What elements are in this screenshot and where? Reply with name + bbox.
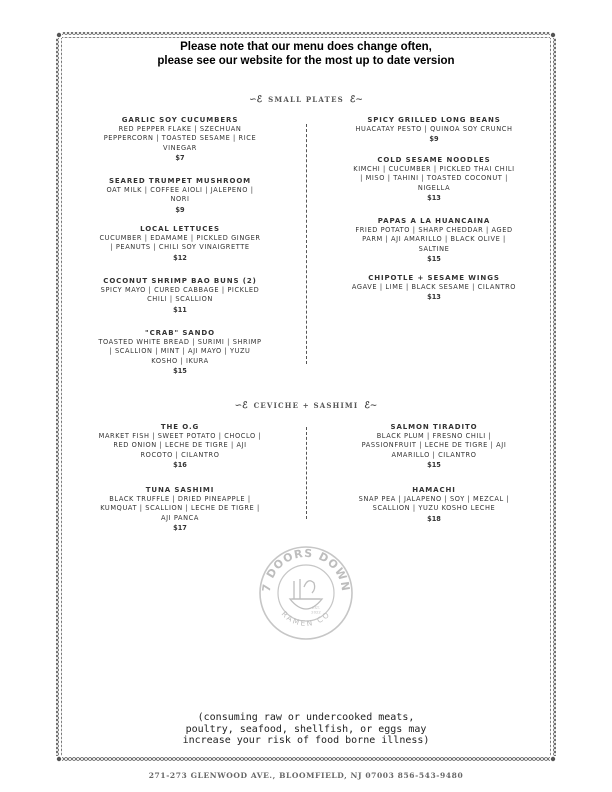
- logo-year-text: 2022: [311, 609, 321, 615]
- disclaimer-line-1: (consuming raw or undercooked meats,: [197, 712, 415, 723]
- menu-item-description: | PEANUTS | CHILI SOY VINAIGRETTE: [110, 243, 250, 252]
- menu-item-price: $13: [427, 194, 441, 203]
- menu-item-description: KOSHO | IKURA: [151, 356, 209, 365]
- restaurant-logo: [256, 543, 356, 643]
- menu-item-price: $15: [173, 367, 187, 376]
- menu-item-description: FRIED POTATO | SHARP CHEDDAR | AGED: [355, 226, 513, 234]
- menu-item: [329, 422, 539, 470]
- menu-item: [75, 422, 285, 470]
- notice-line-1: Please note that our menu does change often,: [180, 41, 432, 53]
- menu-item-name: SPICY GRILLED LONG BEANS: [367, 116, 501, 124]
- menu-item-description: TOASTED WHITE BREAD | SURIMI | SHRIMP: [98, 338, 262, 346]
- ornament-right-icon: ℰ∼: [349, 95, 363, 105]
- menu-item-name: TUNA SASHIMI: [145, 486, 215, 494]
- menu-item-name: SEARED TRUMPET MUSHROOM: [108, 177, 252, 185]
- menu-item-price: $11: [173, 305, 187, 314]
- logo-est-text: EST.: [312, 605, 320, 610]
- menu-item-description: KUMQUAT | SCALLION | LECHE DE TIGRE |: [100, 504, 260, 513]
- menu-item-name: COLD SESAME NOODLES: [377, 156, 491, 164]
- menu-item: [75, 176, 285, 215]
- menu-item-description: OAT MILK | COFFEE AIOLI | JALEPENO |: [106, 186, 254, 194]
- menu-item-description: PARM | AJI AMARILLO | BLACK OLIVE |: [362, 235, 506, 244]
- logo-bottom-text: RAMEN CO: [279, 609, 333, 629]
- menu-item-price: $9: [429, 135, 439, 144]
- menu-item: [75, 328, 285, 376]
- food-safety-disclaimer: [0, 712, 612, 747]
- menu-item: [75, 115, 285, 163]
- menu-item-description: ROCOTO | CILANTRO: [140, 450, 220, 459]
- menu-item: [329, 485, 539, 524]
- menu-item-name: GARLIC SOY CUCUMBERS: [121, 116, 239, 124]
- menu-item: [329, 273, 539, 302]
- menu-item-price: $12: [173, 253, 187, 262]
- menu-item-description: CHILI | SCALLION: [147, 295, 213, 304]
- menu-item: [329, 216, 539, 264]
- svg-text:RAMEN CO: [280, 609, 333, 628]
- ornament-left-icon: ∽ℰ: [249, 95, 263, 105]
- menu-item-description: MARKET FISH | SWEET POTATO | CHOCLO |: [98, 432, 262, 440]
- menu-item-description: SALTINE: [418, 244, 450, 253]
- menu-item-description: SCALLION | YUZU KOSHO LECHE: [372, 504, 496, 513]
- ornament-right-icon: ℰ∼: [364, 401, 378, 411]
- menu-item-description: HUACATAY PESTO | QUINOA SOY CRUNCH: [355, 125, 513, 133]
- menu-item-description: VINEGAR: [163, 143, 197, 152]
- menu-item-name: SALMON TIRADITO: [390, 423, 478, 431]
- logo-top-text: 7 DOORS DOWN: [259, 546, 353, 593]
- menu-item-name: HAMACHI: [412, 486, 456, 494]
- menu-item-name: PAPAS A LA HUANCAINA: [377, 217, 491, 225]
- disclaimer-line-2: poultry, seafood, shellfish, or eggs may: [185, 723, 427, 735]
- menu-item: [329, 155, 539, 203]
- menu-item-description: AJI PANCA: [160, 513, 199, 522]
- menu-item-name: THE O.G: [160, 423, 200, 431]
- menu-item-price: $7: [175, 154, 185, 163]
- menu-item-description: RED ONION | LECHE DE TIGRE | AJI: [113, 441, 247, 450]
- menu-item-description: AGAVE | LIME | BLACK SESAME | CILANTRO: [351, 283, 517, 291]
- menu-item-description: NORI: [170, 195, 190, 204]
- menu-item-description: SNAP PEA | JALAPENO | SOY | MEZCAL |: [358, 495, 510, 503]
- menu-item-description: NIGELLA: [417, 183, 451, 192]
- menu-item-description: | MISO | TAHINI | TOASTED COCONUT |: [360, 174, 508, 183]
- menu-item: [329, 115, 539, 144]
- menu-item-name: LOCAL LETTUCES: [140, 225, 220, 233]
- menu-item-name: "CRAB" SANDO: [145, 329, 215, 337]
- menu-item: [75, 224, 285, 263]
- menu-item-description: SPICY MAYO | CURED CABBAGE | PICKLED: [100, 286, 260, 294]
- menu-item-description: PASSIONFRUIT | LECHE DE TIGRE | AJI: [361, 441, 507, 450]
- disclaimer-line-3: increase your risk of food borne illness): [182, 735, 430, 746]
- restaurant-address: 271-273 GLENWOOD AVE., BLOOMFIELD, NJ 07003 856-543-9480: [148, 771, 464, 780]
- menu-item-price: $16: [173, 461, 187, 470]
- notice-line-2: please see our website for the most up to date version: [157, 55, 455, 67]
- menu-item: [75, 276, 285, 315]
- menu-item-description: BLACK TRUFFLE | DRIED PINEAPPLE |: [109, 495, 251, 503]
- menu-item-price: $18: [427, 514, 441, 523]
- column-divider: [306, 124, 307, 364]
- menu-item-description: | SCALLION | MINT | AJI MAYO | YUZU: [109, 347, 251, 356]
- menu-item-name: CHIPOTLE + SESAME WINGS: [368, 274, 500, 282]
- svg-text:7 DOORS DOWN: [260, 547, 352, 593]
- menu-item-name: COCONUT SHRIMP BAO BUNS (2): [103, 277, 257, 285]
- column-divider: [306, 427, 307, 519]
- ornament-left-icon: ∽ℰ: [234, 401, 248, 411]
- menu-item-price: $15: [427, 255, 441, 264]
- section-title: SMALL PLATES: [268, 95, 344, 104]
- menu-item-price: $17: [173, 524, 187, 533]
- menu-item-price: $9: [175, 205, 185, 214]
- section-header-small-plates: [0, 95, 612, 105]
- menu-item-description: PEPPERCORN | TOASTED SESAME | RICE: [103, 134, 257, 143]
- section-title: CEVICHE + SASHIMI: [253, 401, 359, 410]
- menu-item-price: $15: [427, 461, 441, 470]
- menu-item-price: $13: [427, 293, 441, 302]
- menu-item-description: KIMCHI | CUCUMBER | PICKLED THAI CHILI: [353, 165, 515, 173]
- menu-change-notice: [0, 40, 612, 68]
- menu-item-description: CUCUMBER | EDAMAME | PICKLED GINGER: [99, 234, 261, 242]
- menu-item-description: AMARILLO | CILANTRO: [391, 450, 477, 459]
- menu-item-description: RED PEPPER FLAKE | SZECHUAN: [118, 125, 242, 133]
- menu-item-description: BLACK PLUM | FRESNO CHILI |: [376, 432, 492, 440]
- section-header-ceviche: [0, 401, 612, 411]
- menu-item: [75, 485, 285, 533]
